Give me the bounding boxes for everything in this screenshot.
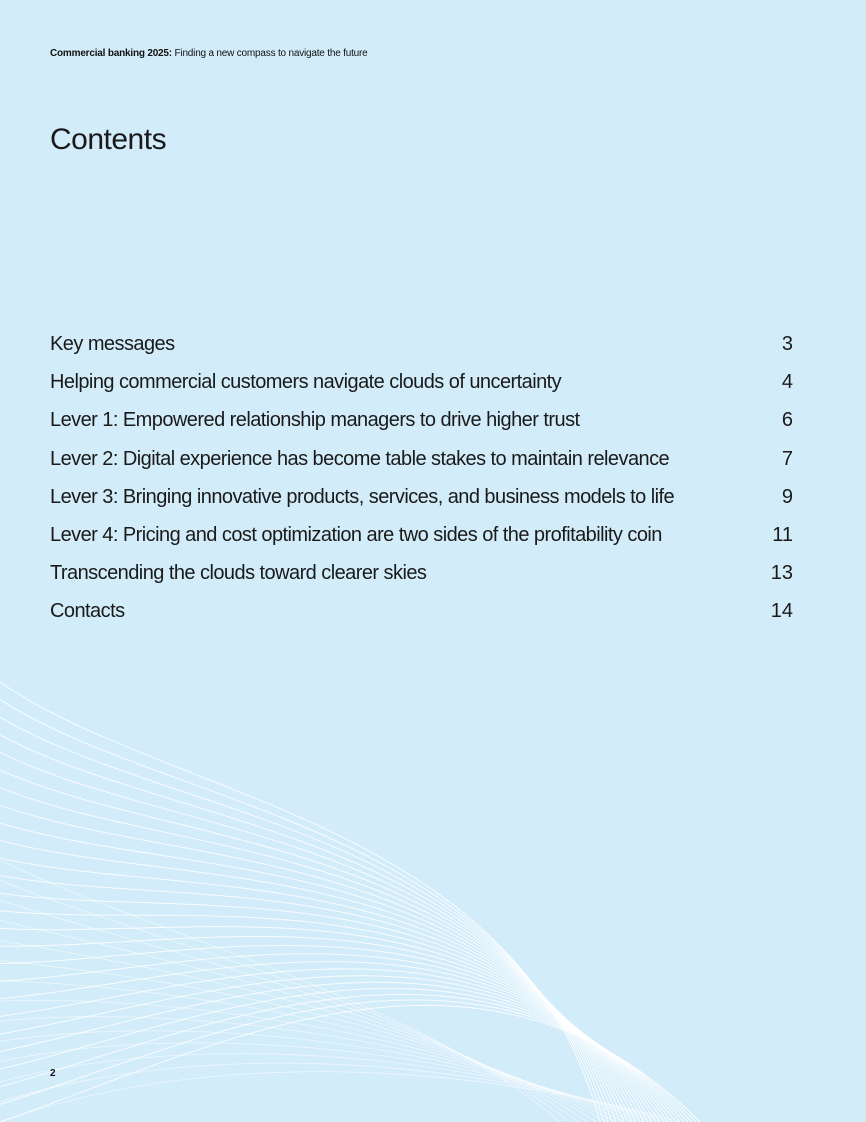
wave-line (0, 682, 600, 1122)
contents-heading: Contents (50, 123, 167, 156)
wave-line (0, 976, 680, 1122)
wave-line (0, 880, 569, 1122)
toc-item-page: 6 (781, 409, 793, 432)
wave-line (0, 823, 632, 1122)
toc-item-page: 11 (772, 523, 793, 546)
wave-line (0, 911, 652, 1122)
wave-line (0, 876, 644, 1122)
toc-item-label: Key messages (50, 333, 175, 355)
wave-line (0, 1000, 625, 1122)
wave-line (0, 893, 648, 1122)
wave-line (0, 1031, 643, 1122)
wave-line (0, 1000, 696, 1122)
running-header (50, 48, 368, 59)
toc-item-page: 14 (770, 600, 793, 623)
wave-line (0, 788, 624, 1122)
table-of-contents (50, 333, 793, 639)
toc-item-label: Lever 1: Empowered relationship managers to drive higher trust (50, 409, 580, 432)
toc-item-page: 13 (770, 562, 793, 585)
wave-line (0, 994, 692, 1122)
wave-line (0, 1054, 662, 1122)
toc-item-page: 7 (781, 447, 793, 470)
wave-line (0, 954, 668, 1122)
toc-item-label: Contacts (50, 600, 125, 623)
toc-item-page: 9 (781, 485, 793, 508)
toc-item-label: Lever 3: Bringing innovative products, services, and business models to life (50, 485, 675, 508)
wave-line (0, 962, 672, 1122)
wave-line (0, 982, 684, 1122)
toc-item-page: 3 (781, 333, 793, 355)
toc-item-lever-3[interactable] (50, 486, 793, 524)
toc-item-key-messages[interactable] (50, 333, 793, 371)
wave-line (0, 1063, 671, 1122)
wave-line (0, 988, 688, 1122)
header-title: Commercial banking 2025: (50, 48, 172, 59)
wave-line (0, 700, 604, 1122)
toc-item-lever-1[interactable] (50, 409, 793, 447)
toc-item-label: Lever 2: Digital experience has become table stakes to maintain relevance (50, 447, 670, 470)
wave-line (0, 860, 560, 1122)
wave-line (0, 921, 588, 1122)
wave-line (0, 945, 664, 1122)
toc-item-page: 4 (781, 371, 793, 394)
wave-line (0, 936, 660, 1122)
wave-line (0, 1043, 652, 1122)
wave-line (0, 735, 612, 1122)
toc-item-lever-4[interactable] (50, 524, 793, 562)
wave-line (0, 900, 579, 1122)
header-subtitle: Finding a new compass to navigate the future (174, 48, 368, 59)
toc-item-label: Transcending the clouds toward clearer skies (50, 562, 427, 585)
wave-line (0, 1005, 700, 1122)
wave-line (0, 805, 628, 1122)
wave-line (0, 1072, 680, 1122)
wave-line (0, 927, 656, 1122)
wave-line (0, 752, 616, 1122)
wave-line (0, 858, 640, 1122)
page-number: 2 (50, 1068, 56, 1079)
wave-line (0, 840, 636, 1122)
toc-item-label: Helping commercial customers navigate clouds of uncertainty (50, 371, 562, 394)
wave-line (0, 941, 597, 1122)
wave-line (0, 1017, 634, 1122)
toc-item-transcending[interactable] (50, 562, 793, 600)
toc-item-lever-2[interactable] (50, 448, 793, 486)
wave-line (0, 961, 606, 1122)
wave-line (0, 770, 620, 1122)
wave-line (0, 981, 615, 1122)
toc-item-label: Lever 4: Pricing and cost optimization are two sides of the profitability coin (50, 523, 662, 546)
wave-line (0, 969, 676, 1122)
wave-line (0, 717, 608, 1122)
toc-item-helping-customers[interactable] (50, 371, 793, 409)
toc-item-contacts[interactable] (50, 600, 793, 638)
